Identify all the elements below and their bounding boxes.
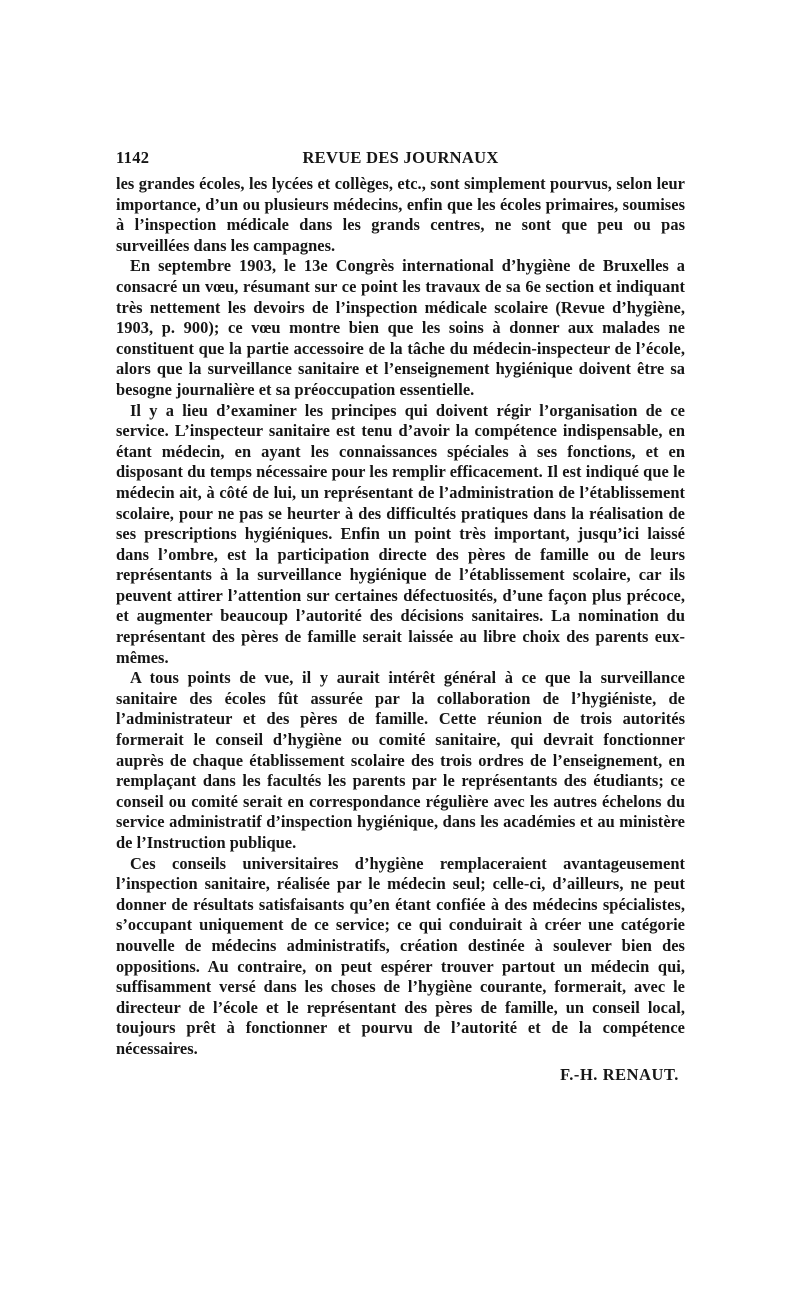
journal-title: REVUE DES JOURNAUX <box>302 148 499 167</box>
paragraph-university-councils: Ces conseils universitaires d’hygiène remplaceraient avantageusement l’inspection sanitaire, réalisée par le médecin seul; celle-ci, d’ailleurs, ne peut donner de résultats satisfaisants qu’en étant confiée à des médecins spécialistes, s’occupant uniquement de ce service; ce qui conduirait à créer une catégorie nouvelle de médecins administratifs, création destinée à soulever bien des oppositions. Au contraire, on peut espérer trouver partout un médecin qui, suffisamment versé dans les choses de l’hygiène courante, formerait, avec le directeur de l’école et le représentant des pères de famille, un conseil local, toujours prêt à fonctionner et pourvu de l’autorité et de la compétence nécessaires. <box>116 853 685 1058</box>
paragraph-congress-vow: En septembre 1903, le 13e Congrès international d’hygiène de Bruxelles a consacré un vœu, résumant sur ce point les travaux de sa 6e section et indiquant très nettement les devoirs de l’inspection médicale scolaire (Revue d’hygiène, 1903, p. 900); ce vœu montre bien que les soins à donner aux malades ne constituent que la partie accessoire de la tâche du médecin-inspecteur de l’école, alors que la surveillance sanitaire et l’enseignement hygiénique doivent être sa besogne journalière et sa préoccupation essentielle. <box>116 256 685 399</box>
running-head <box>116 148 685 174</box>
page-number: 1142 <box>116 148 150 167</box>
author-signature: F.-H. RENAUT. <box>560 1064 679 1084</box>
page <box>116 148 685 1085</box>
paragraph-collaboration: A tous points de vue, il y aurait intérêt général à ce que la surveillance sanitaire des écoles fût assurée par la collaboration de l’hygiéniste, de l’administrateur et des pères de famille. Cette réunion de trois autorités formerait le conseil d’hygiène ou comité sanitaire, qui devrait fonctionner auprès de chaque établissement scolaire des trois ordres de l’enseignement, en remplaçant dans les facultés les parents par le représentants des étudiants; ce conseil ou comité serait en correspondance régulière avec les autres échelons du service administratif d’inspection hygiénique, dans les académies et au ministère de l’Instruction publique. <box>116 668 685 852</box>
paragraph-service-principles: Il y a lieu d’examiner les principes qui doivent régir l’organisation de ce service. L’inspecteur sanitaire est tenu d’avoir la compétence indispensable, en étant médecin, en ayant les connaissances spéciales à ses fonctions, et en disposant du temps nécessaire pour les remplir efficacement. Il est indiqué que le médecin ait, à côté de lui, un représentant de l’administration de l’établissement scolaire, pour ne pas se heurter à des difficultés pratiques dans la réalisation de ses prescriptions hygiéniques. Enfin un point très important, jusqu’ici laissé dans l’ombre, est la participation directe des pères de famille ou de leurs représentants à la surveillance hygiénique de l’établissement scolaire, car ils peuvent attirer l’attention sur certaines défectuosités, d’une façon plus précoce, et augmenter beaucoup l’autorité des décisions sanitaires. La nomination du représentant des pères de famille serait laissée au libre choix des parents eux-mêmes. <box>116 400 685 667</box>
article-body <box>116 174 685 1060</box>
paragraph-continuation: les grandes écoles, les lycées et collèges, etc., sont simplement pourvus, selon leur importance, d’un ou plusieurs médecins, enfin que les écoles primaires, soumises à l’inspection médicale dans les grands centres, ne sont que peu ou pas surveillées dans les campagnes. <box>116 174 685 255</box>
